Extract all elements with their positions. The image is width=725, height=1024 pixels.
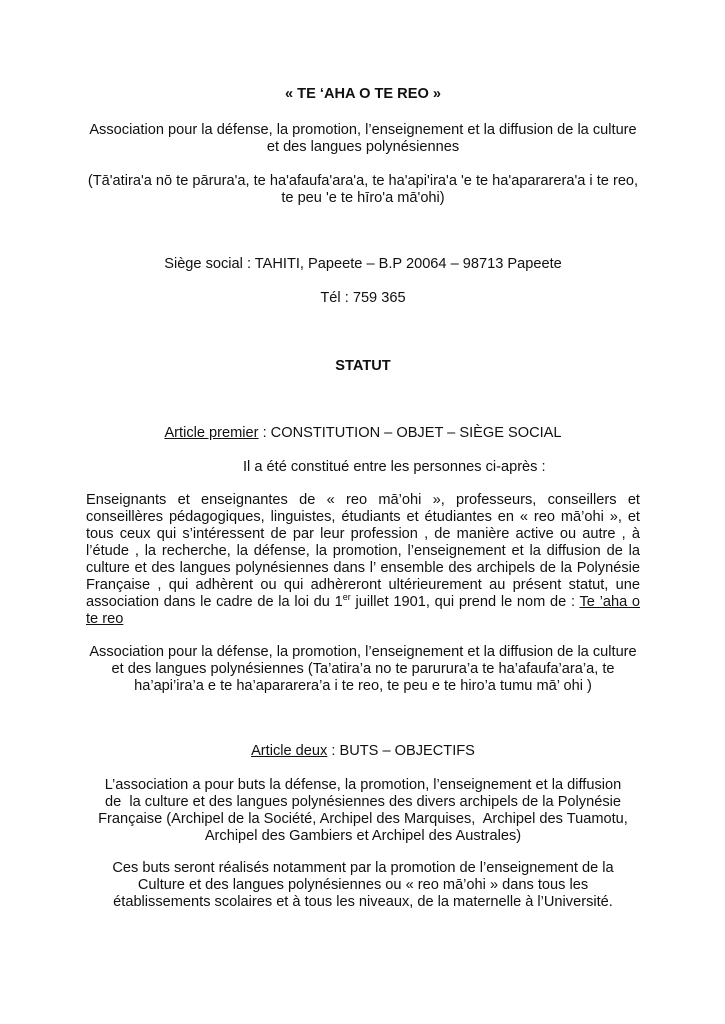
- superscript: er: [342, 592, 351, 603]
- document-title: « TE ‘AHA O TE REO »: [285, 86, 441, 102]
- paragraph-line: culture et des langues polynésiennes dans l’ ensemble des archipels de la Polynésie: [86, 560, 640, 576]
- tahitian-line: (Tā'atira'a nō te pārura'a, te ha'afaufa'ara'a, te ha'api'ira'a 'e te ha'apararera'a i te reo,: [87, 173, 639, 189]
- article-1-title: : CONSTITUTION – OBJET – SIÈGE SOCIAL: [258, 425, 562, 441]
- association-name: te reo: [86, 611, 124, 627]
- association-subtitle: [86, 122, 640, 156]
- paragraph-line: [86, 611, 640, 628]
- paragraph-line: de la culture et des langues polynésiennes des divers archipels de la Polynésie: [105, 794, 621, 810]
- paragraph-line: Française , qui adhèrent ou qui adhèreront ultérieurement au présent statut, une: [86, 577, 640, 593]
- paragraph-line: Culture et des langues polynésiennes ou « reo mā’ohi » dans tous les: [137, 877, 589, 893]
- paragraph-line: conseillères pédagogiques, linguistes, étudiants et étudiantes en « reo mā’ohi », et: [86, 509, 640, 525]
- paragraph-line: établissements scolaires et à tous les niveaux, de la maternelle à l’Université.: [113, 894, 613, 910]
- article-2-paragraph-2: [86, 860, 640, 911]
- paragraph-line: Ces buts seront réalisés notamment par la promotion de l’enseignement de la: [112, 860, 614, 876]
- paragraph-line: Archipel des Gambiers et Archipel des Australes): [204, 828, 522, 844]
- paragraph-line: Association pour la défense, la promotion, l’enseignement et la diffusion de la culture: [89, 644, 637, 660]
- article-2-label: Article deux: [251, 743, 328, 759]
- tahitian-subtitle: [86, 173, 640, 207]
- statut-heading: STATUT: [335, 358, 391, 374]
- article-2-heading: [86, 743, 640, 760]
- paragraph-line: L’association a pour buts la défense, la promotion, l’enseignement et la diffusion: [104, 777, 622, 793]
- paragraph-line: ha’api’ira’a e te ha’apararera’a i te reo, te peu e te hiro’a tumu mā’ ohi ): [134, 678, 592, 694]
- article-2-title: : BUTS – OBJECTIFS: [327, 743, 475, 759]
- subtitle-line: et des langues polynésiennes: [266, 139, 460, 155]
- telephone: Tél : 759 365: [320, 290, 406, 306]
- subtitle-line: Association pour la défense, la promotion, l’enseignement et la diffusion de la culture: [89, 122, 637, 138]
- paragraph-line: Française (Archipel de la Société, Archipel des Marquises, Archipel des Tuamotu,: [98, 811, 628, 827]
- article-1-association-name: [86, 644, 640, 695]
- article-1-intro: Il a été constitué entre les personnes ci-après :: [243, 459, 546, 475]
- paragraph-line: et des langues polynésiennes (Ta’atira’a no te parurura’a te ha’afaufa’ara’a, te: [111, 661, 615, 677]
- association-name: Te ’aha o: [579, 594, 641, 610]
- article-1-paragraph: [86, 492, 640, 628]
- paragraph-line: tous ceux qui s’intéressent de par leur profession , de manière active ou autre , à: [86, 526, 640, 542]
- article-1-heading: [86, 425, 640, 442]
- paragraph-text: association dans le cadre de la loi du 1: [86, 594, 343, 610]
- paragraph-text: juillet 1901, qui prend le nom de :: [350, 594, 580, 610]
- paragraph-line: Enseignants et enseignantes de « reo mā’ohi », professeurs, conseillers et: [86, 492, 640, 508]
- registered-office: Siège social : TAHITI, Papeete – B.P 20064 – 98713 Papeete: [164, 256, 562, 272]
- paragraph-line: l’étude , la recherche, la défense, la promotion, l’enseignement et la diffusion de la: [86, 543, 640, 559]
- article-2-paragraph-1: [86, 777, 640, 845]
- tahitian-line: te peu 'e te hīro'a mā'ohi): [281, 190, 445, 206]
- paragraph-line: [86, 594, 640, 611]
- article-1-label: Article premier: [164, 425, 259, 441]
